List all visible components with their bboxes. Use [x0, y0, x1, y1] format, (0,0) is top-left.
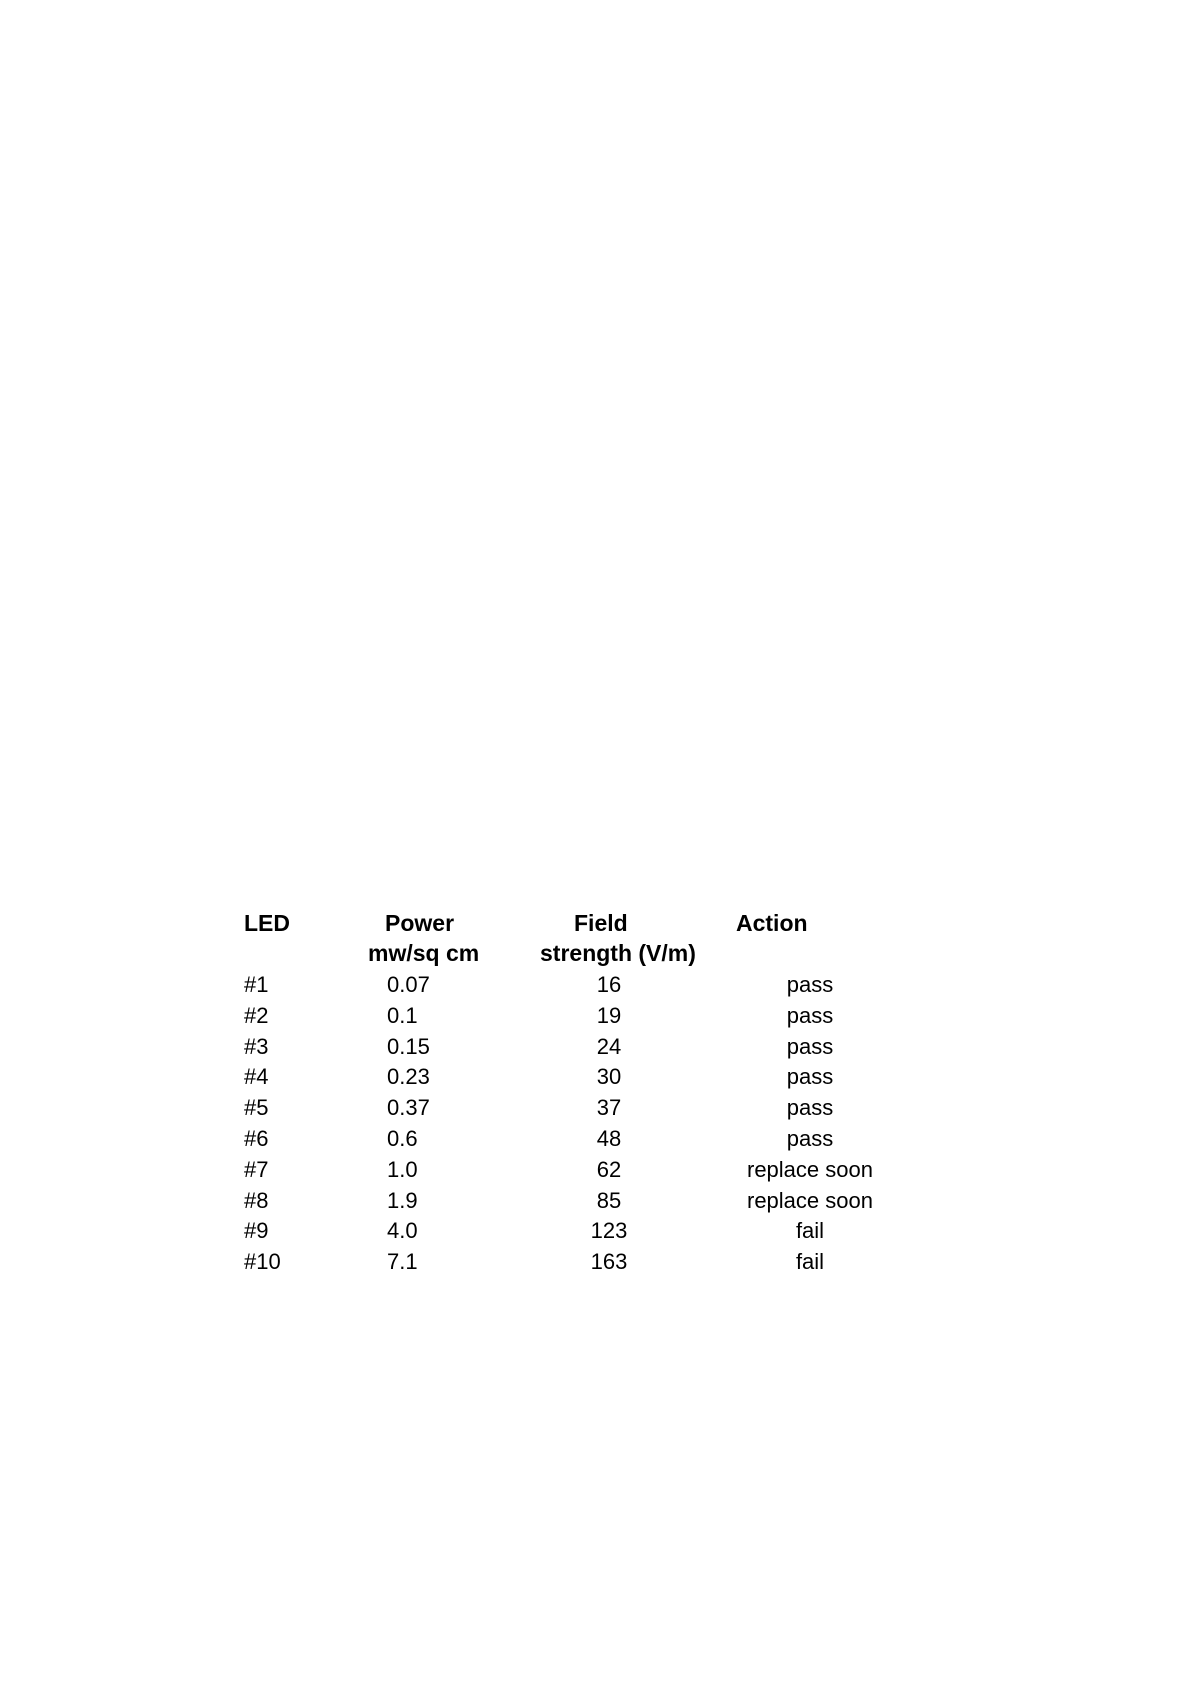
- cell-field: 123: [590, 1218, 628, 1244]
- table-row: [240, 1001, 860, 1032]
- header-led: LED: [244, 910, 290, 936]
- table-row: [240, 1186, 873, 1217]
- cell-led: #7: [244, 1156, 269, 1182]
- table-row: [240, 1247, 860, 1278]
- table-row: [240, 1155, 873, 1186]
- cell-action: replace soon: [747, 1156, 873, 1182]
- table-row: [240, 1093, 860, 1124]
- table-header: [240, 908, 860, 970]
- table-row: [240, 1032, 860, 1063]
- cell-led: #10: [244, 1249, 281, 1275]
- cell-field: 62: [596, 1156, 622, 1182]
- cell-action: fail: [795, 1249, 825, 1275]
- cell-action: pass: [786, 1064, 834, 1090]
- cell-action: pass: [786, 1125, 834, 1151]
- cell-power: 1.9: [387, 1187, 418, 1213]
- cell-field: 48: [596, 1125, 622, 1151]
- cell-power: 0.6: [387, 1125, 418, 1151]
- cell-action: pass: [786, 1002, 834, 1028]
- cell-power: 0.1: [387, 1002, 418, 1028]
- table-row: [240, 1124, 860, 1155]
- cell-action: pass: [786, 972, 834, 997]
- cell-action: pass: [786, 1033, 834, 1059]
- header-power: Power: [385, 910, 455, 936]
- cell-power: 0.37: [387, 1095, 430, 1121]
- cell-led: #3: [244, 1033, 269, 1059]
- cell-power: 0.23: [387, 1064, 430, 1090]
- led-table: [240, 908, 873, 1278]
- table-row: [240, 1062, 860, 1093]
- header-power-unit: mw/sq cm: [368, 940, 480, 966]
- cell-led: #5: [244, 1095, 269, 1121]
- cell-field: 24: [596, 1033, 622, 1059]
- cell-led: #9: [244, 1218, 269, 1244]
- table-row: [240, 1216, 860, 1247]
- cell-action: replace soon: [747, 1187, 873, 1213]
- cell-led: #1: [244, 972, 269, 997]
- header-field: Field: [574, 910, 628, 936]
- header-field-unit: strength (V/m): [540, 940, 696, 966]
- cell-power: 4.0: [387, 1218, 418, 1244]
- cell-power: 0.07: [387, 972, 430, 997]
- cell-power: 1.0: [387, 1156, 418, 1182]
- cell-led: #4: [244, 1064, 269, 1090]
- cell-power: 0.15: [387, 1033, 430, 1059]
- cell-field: 37: [596, 1095, 622, 1121]
- cell-led: #8: [244, 1187, 269, 1213]
- table-row: [240, 970, 860, 1001]
- cell-field: 85: [596, 1187, 622, 1213]
- cell-led: #6: [244, 1125, 269, 1151]
- cell-power: 7.1: [387, 1249, 418, 1275]
- cell-field: 19: [596, 1002, 622, 1028]
- cell-led: #2: [244, 1002, 269, 1028]
- header-action: Action: [736, 910, 808, 936]
- cell-action: pass: [786, 1095, 834, 1121]
- cell-field: 16: [596, 972, 622, 997]
- cell-field: 163: [590, 1249, 628, 1275]
- cell-field: 30: [596, 1064, 622, 1090]
- cell-action: fail: [795, 1218, 825, 1244]
